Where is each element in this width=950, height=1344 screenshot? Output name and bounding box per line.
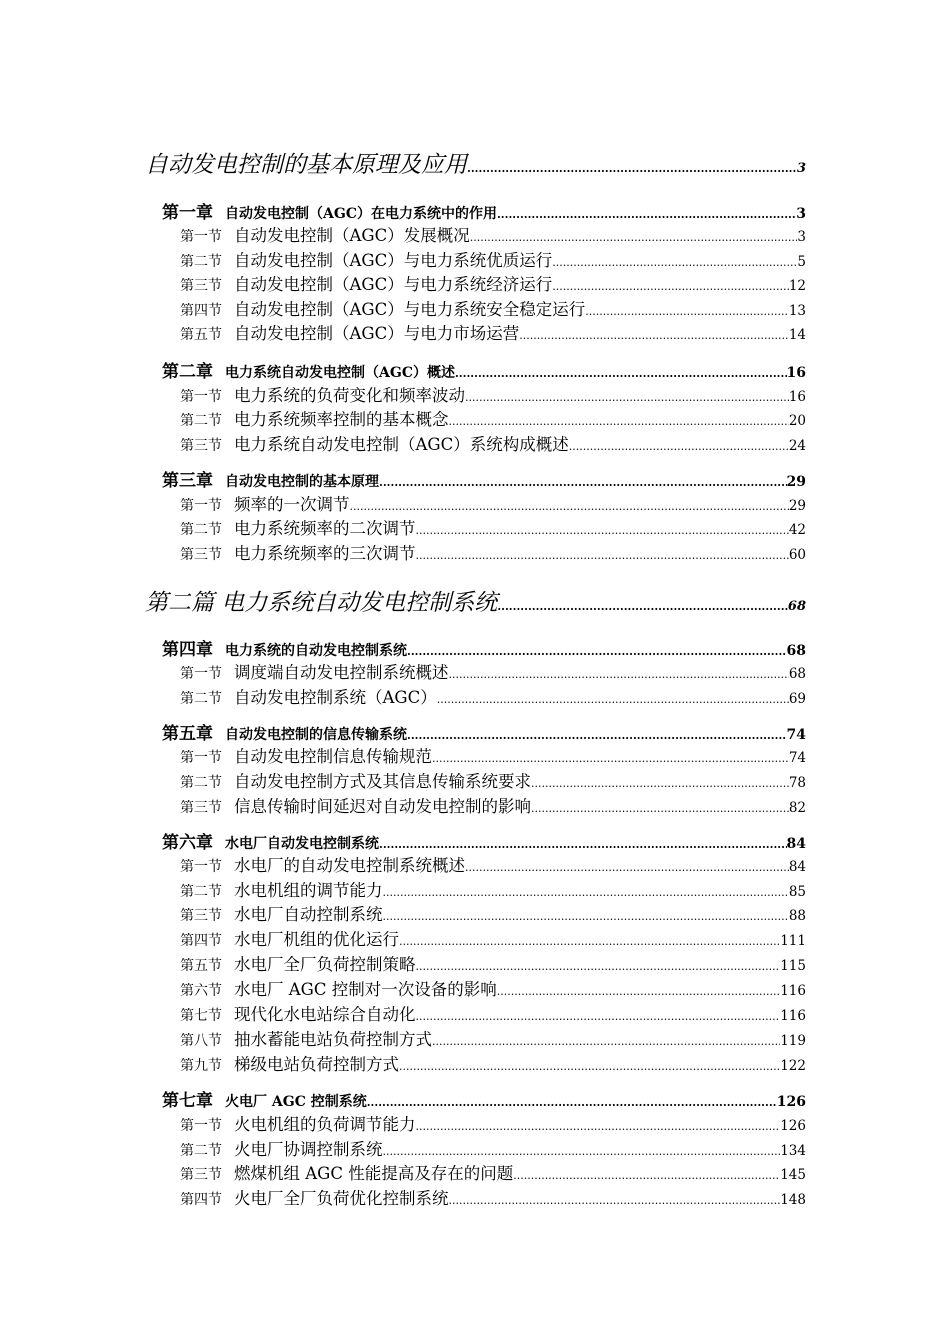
toc-section-entry[interactable] <box>180 1160 806 1182</box>
toc-section-entry[interactable] <box>180 271 806 293</box>
toc-page-number: 16 <box>788 389 806 405</box>
toc-page-number: 126 <box>780 1118 806 1134</box>
toc-section-entry[interactable] <box>180 793 806 815</box>
toc-section-entry[interactable] <box>180 1026 806 1048</box>
toc-entry-number: 第二节 <box>180 691 222 707</box>
toc-page-number: 3 <box>796 161 806 176</box>
toc-page-number: 20 <box>788 413 806 429</box>
toc-entry-label <box>162 828 379 853</box>
toc-entry-title: 水电厂自动发电控制系统 <box>225 836 379 852</box>
toc-entry-title: 抽水蓄能电站负荷控制方式 <box>234 1030 432 1049</box>
toc-entry-title: 火电厂协调控制系统 <box>234 1140 383 1159</box>
toc-dot-leader <box>416 524 789 537</box>
toc-section-entry[interactable] <box>180 684 806 706</box>
toc-entry-label <box>180 793 531 817</box>
toc-section-entry[interactable] <box>180 976 806 998</box>
toc-page-number: 148 <box>780 1192 806 1208</box>
toc-entry-label <box>162 1086 367 1111</box>
toc-dot-leader <box>497 600 788 613</box>
toc-dot-leader <box>437 693 789 706</box>
toc-entry-label <box>180 1026 432 1050</box>
toc-entry-title: 水电机组的调节能力 <box>234 881 383 900</box>
toc-chapter-entry[interactable] <box>162 719 806 744</box>
toc-page-number: 126 <box>776 1094 806 1110</box>
toc-entry-number: 第七章 <box>162 1091 213 1111</box>
toc-page-number: 78 <box>788 775 806 791</box>
toc-entry-number: 第六章 <box>162 833 213 853</box>
toc-entry-title: 水电厂自动控制系统 <box>234 905 383 924</box>
toc-entry-number: 第一节 <box>180 750 222 766</box>
toc-entry-title: 自动发电控制的基本原理及应用 <box>145 152 467 178</box>
toc-entry-number: 第一节 <box>180 498 222 514</box>
toc-section-entry[interactable] <box>180 743 806 765</box>
toc-dot-leader <box>383 886 789 899</box>
toc-entry-number: 第四节 <box>180 933 222 949</box>
toc-entry-number: 第八节 <box>180 1033 222 1049</box>
toc-entry-title: 信息传输时间延迟对自动发电控制的影响 <box>234 797 531 816</box>
toc-entry-title: 水电厂的自动发电控制系统概述 <box>234 856 465 875</box>
toc-entry-number: 第二节 <box>180 413 222 429</box>
toc-dot-leader <box>416 549 789 562</box>
toc-chapter-entry[interactable] <box>162 1086 806 1111</box>
toc-page-number: 84 <box>788 859 806 875</box>
toc-page-number: 68 <box>786 643 806 659</box>
toc-entry-number: 第一节 <box>180 229 222 245</box>
toc-entry-title: 频率的一次调节 <box>234 495 350 514</box>
toc-entry-title: 电力系统频率控制的基本概念 <box>234 410 449 429</box>
toc-dot-leader <box>470 231 798 244</box>
toc-section-entry[interactable] <box>180 951 806 973</box>
toc-entry-number: 第三节 <box>180 908 222 924</box>
toc-entry-title: 自动发电控制的基本原理 <box>225 474 379 490</box>
toc-entry-number: 第一节 <box>180 389 222 405</box>
toc-dot-leader <box>455 367 787 380</box>
toc-dot-leader <box>552 280 789 293</box>
toc-entry-number: 第一章 <box>162 203 213 223</box>
toc-part-entry[interactable] <box>145 584 806 614</box>
toc-section-entry[interactable] <box>180 382 806 404</box>
toc-entry-label <box>162 719 407 744</box>
toc-entry-title: 燃煤机组 AGC 性能提高及存在的问题 <box>234 1164 514 1183</box>
toc-section-entry[interactable] <box>180 515 806 537</box>
toc-section-entry[interactable] <box>180 406 806 428</box>
toc-entry-title: 自动发电控制信息传输规范 <box>234 747 432 766</box>
toc-entry-title: 调度端自动发电控制系统概述 <box>234 663 449 682</box>
toc-entry-number: 第二章 <box>162 362 213 382</box>
toc-dot-leader <box>399 935 780 948</box>
toc-entry-title: 电力系统自动发电控制（AGC）概述 <box>225 365 455 381</box>
toc-entry-number: 第三节 <box>180 438 222 454</box>
toc-page-number: 84 <box>786 836 806 852</box>
toc-entry-label <box>180 247 552 271</box>
toc-dot-leader <box>383 1145 781 1158</box>
toc-entry-title: 水电厂 AGC 控制对一次设备的影响 <box>234 980 497 999</box>
toc-dot-leader <box>449 668 789 681</box>
toc-page-number: 82 <box>788 800 806 816</box>
toc-dot-leader <box>449 415 789 428</box>
toc-section-entry[interactable] <box>180 877 806 899</box>
toc-entry-number: 第二节 <box>180 254 222 270</box>
toc-page-number: 115 <box>780 958 806 974</box>
toc-entry-title: 自动发电控制（AGC）与电力系统安全稳定运行 <box>234 300 586 319</box>
toc-page-number: 88 <box>788 908 806 924</box>
toc-entry-label <box>180 852 465 876</box>
toc-page-number: 85 <box>788 884 806 900</box>
toc-section-entry[interactable] <box>180 540 806 562</box>
toc-entry-number: 第六节 <box>180 983 222 999</box>
toc-entry-number: 第一节 <box>180 859 222 875</box>
toc-entry-label <box>180 1111 416 1135</box>
toc-entry-title: 电力系统的负荷变化和频率波动 <box>234 386 465 405</box>
toc-page-number: 3 <box>796 206 806 222</box>
toc-entry-title: 自动发电控制系统（AGC） <box>234 688 437 707</box>
toc-entry-label <box>180 976 497 1000</box>
toc-page-number: 145 <box>780 1167 806 1183</box>
toc-dot-leader <box>407 645 787 658</box>
toc-entry-number: 第二节 <box>180 1143 222 1159</box>
toc-chapter-entry[interactable] <box>162 198 806 223</box>
toc-section-entry[interactable] <box>180 491 806 513</box>
toc-page-number: 24 <box>788 438 806 454</box>
toc-entry-title: 电力系统频率的二次调节 <box>234 519 416 538</box>
toc-entry-title: 火电厂 AGC 控制系统 <box>225 1094 367 1110</box>
toc-entry-label <box>180 515 416 539</box>
toc-page-number: 13 <box>788 303 806 319</box>
toc-entry-label <box>180 951 416 975</box>
toc-page-number: 74 <box>786 727 806 743</box>
toc-dot-leader <box>531 802 789 815</box>
toc-entry-number: 第三节 <box>180 1167 222 1183</box>
toc-dot-leader <box>432 752 789 765</box>
toc-entry-number: 第三节 <box>180 547 222 563</box>
toc-dot-leader <box>379 476 787 489</box>
toc-entry-number: 第三章 <box>162 471 213 491</box>
toc-entry-title: 火电厂全厂负荷优化控制系统 <box>234 1189 449 1208</box>
toc-entry-title: 电力系统的自动发电控制系统 <box>225 643 407 659</box>
toc-entry-title: 第二篇 电力系统自动发电控制系统 <box>145 590 498 616</box>
toc-entry-label <box>180 320 519 344</box>
toc-dot-leader <box>399 1060 780 1073</box>
toc-page-number: 60 <box>788 547 806 563</box>
toc-page-number: 68 <box>788 666 806 682</box>
toc-entry-label <box>180 877 383 901</box>
toc-section-entry[interactable] <box>180 320 806 342</box>
toc-entry-label <box>162 198 497 223</box>
toc-entry-label <box>180 659 449 683</box>
toc-entry-title: 水电厂机组的优化运行 <box>234 930 399 949</box>
toc-dot-leader <box>497 985 781 998</box>
toc-entry-label <box>180 684 437 708</box>
toc-entry-title: 现代化水电站综合自动化 <box>234 1005 416 1024</box>
toc-section-entry[interactable] <box>180 768 806 790</box>
toc-page-number: 42 <box>788 522 806 538</box>
toc-part-entry[interactable] <box>145 146 806 176</box>
toc-chapter-entry[interactable] <box>162 466 806 491</box>
toc-dot-leader <box>465 861 789 874</box>
toc-entry-label <box>180 431 569 455</box>
toc-dot-leader <box>367 1096 777 1109</box>
toc-dot-leader <box>379 838 787 851</box>
toc-page-number: 29 <box>788 498 806 514</box>
toc-entry-label <box>180 768 531 792</box>
toc-dot-leader <box>531 777 789 790</box>
toc-page-number: 69 <box>788 691 806 707</box>
toc-entry-title: 自动发电控制方式及其信息传输系统要求 <box>234 772 531 791</box>
toc-page-number: 122 <box>780 1058 806 1074</box>
toc-entry-label <box>180 1001 416 1025</box>
toc-section-entry[interactable] <box>180 1001 806 1023</box>
toc-entry-label <box>180 1160 513 1184</box>
toc-entry-label <box>162 466 379 491</box>
toc-entry-label <box>180 743 432 767</box>
toc-entry-title: 火电机组的负荷调节能力 <box>234 1115 416 1134</box>
toc-entry-label <box>180 382 465 406</box>
toc-entry-title: 自动发电控制的信息传输系统 <box>225 727 407 743</box>
toc-entry-number: 第一节 <box>180 1118 222 1134</box>
toc-dot-leader <box>465 391 789 404</box>
toc-section-entry[interactable] <box>180 659 806 681</box>
toc-page-number: 16 <box>786 365 806 381</box>
toc-dot-leader <box>383 910 789 923</box>
toc-entry-number: 第一节 <box>180 666 222 682</box>
toc-dot-leader <box>350 500 789 513</box>
toc-section-entry[interactable] <box>180 1111 806 1133</box>
toc-section-entry[interactable] <box>180 1136 806 1158</box>
toc-dot-leader <box>513 1169 780 1182</box>
toc-entry-title: 自动发电控制（AGC）与电力系统经济运行 <box>234 275 553 294</box>
toc-dot-leader <box>519 329 789 342</box>
toc-section-entry[interactable] <box>180 852 806 874</box>
toc-entry-label <box>180 1136 383 1160</box>
toc-entry-number: 第三节 <box>180 800 222 816</box>
toc-entry-number: 第二节 <box>180 884 222 900</box>
toc-entry-number: 第五章 <box>162 724 213 744</box>
toc-entry-number: 第四节 <box>180 1192 222 1208</box>
toc-page-number: 74 <box>788 750 806 766</box>
toc-entry-number: 第二节 <box>180 775 222 791</box>
toc-dot-leader <box>416 1120 781 1133</box>
toc-entry-title: 自动发电控制（AGC）与电力系统优质运行 <box>234 251 553 270</box>
toc-entry-title: 水电厂全厂负荷控制策略 <box>234 955 416 974</box>
toc-entry-title: 自动发电控制（AGC）与电力市场运营 <box>234 324 520 343</box>
toc-entry-label <box>180 491 350 515</box>
toc-dot-leader <box>585 305 789 318</box>
toc-entry-label <box>162 357 455 382</box>
toc-entry-label <box>180 1185 449 1209</box>
toc-section-entry[interactable] <box>180 1185 806 1207</box>
toc-entry-title: 电力系统自动发电控制（AGC）系统构成概述 <box>234 435 569 454</box>
toc-chapter-entry[interactable] <box>162 635 806 660</box>
toc-page-number: 14 <box>788 327 806 343</box>
toc-entry-title: 自动发电控制（AGC）在电力系统中的作用 <box>225 206 497 222</box>
toc-entry-label <box>180 271 552 295</box>
toc-entry-number: 第二节 <box>180 522 222 538</box>
toc-page-number: 29 <box>786 474 806 490</box>
toc-entry-number: 第五节 <box>180 327 222 343</box>
toc-page-number: 111 <box>780 933 806 949</box>
toc-entry-title: 梯级电站负荷控制方式 <box>234 1055 399 1074</box>
toc-section-entry[interactable] <box>180 296 806 318</box>
toc-entry-label <box>180 540 416 564</box>
toc-page-number: 5 <box>797 254 806 270</box>
toc-entry-label <box>180 406 449 430</box>
toc-entry-number: 第四节 <box>180 303 222 319</box>
toc-entry-label <box>162 635 407 660</box>
toc-page-number: 12 <box>788 278 806 294</box>
toc-dot-leader <box>449 1194 781 1207</box>
toc-dot-leader <box>416 960 781 973</box>
toc-entry-label <box>180 296 585 320</box>
toc-dot-leader <box>467 162 797 175</box>
toc-entry-label <box>145 584 497 617</box>
toc-section-entry[interactable] <box>180 247 806 269</box>
toc-entry-number: 第七节 <box>180 1008 222 1024</box>
toc-page-number: 119 <box>780 1033 806 1049</box>
toc-section-entry[interactable] <box>180 222 806 244</box>
toc-entry-label <box>180 926 399 950</box>
toc-entry-label <box>145 146 467 179</box>
toc-entry-number: 第九节 <box>180 1058 222 1074</box>
toc-dot-leader <box>497 208 796 221</box>
toc-chapter-entry[interactable] <box>162 357 806 382</box>
toc-page-number: 116 <box>780 983 806 999</box>
toc-section-entry[interactable] <box>180 901 806 923</box>
toc-entry-label <box>180 222 470 246</box>
toc-section-entry[interactable] <box>180 431 806 453</box>
toc-page-number: 3 <box>797 229 806 245</box>
toc-page-number: 134 <box>780 1143 806 1159</box>
toc-entry-number: 第四章 <box>162 640 213 660</box>
toc-chapter-entry[interactable] <box>162 828 806 853</box>
toc-dot-leader <box>552 256 797 269</box>
toc-entry-label <box>180 1051 399 1075</box>
toc-entry-number: 第三节 <box>180 278 222 294</box>
toc-dot-leader <box>432 1035 780 1048</box>
toc-dot-leader <box>569 440 789 453</box>
toc-dot-leader <box>407 729 787 742</box>
toc-entry-number: 第五节 <box>180 958 222 974</box>
toc-page-number: 68 <box>787 599 806 614</box>
toc-section-entry[interactable] <box>180 1051 806 1073</box>
toc-dot-leader <box>416 1010 781 1023</box>
toc-page-number: 116 <box>780 1008 806 1024</box>
toc-section-entry[interactable] <box>180 926 806 948</box>
toc-entry-label <box>180 901 383 925</box>
toc-entry-title: 自动发电控制（AGC）发展概况 <box>234 226 470 245</box>
toc-entry-title: 电力系统频率的三次调节 <box>234 544 416 563</box>
